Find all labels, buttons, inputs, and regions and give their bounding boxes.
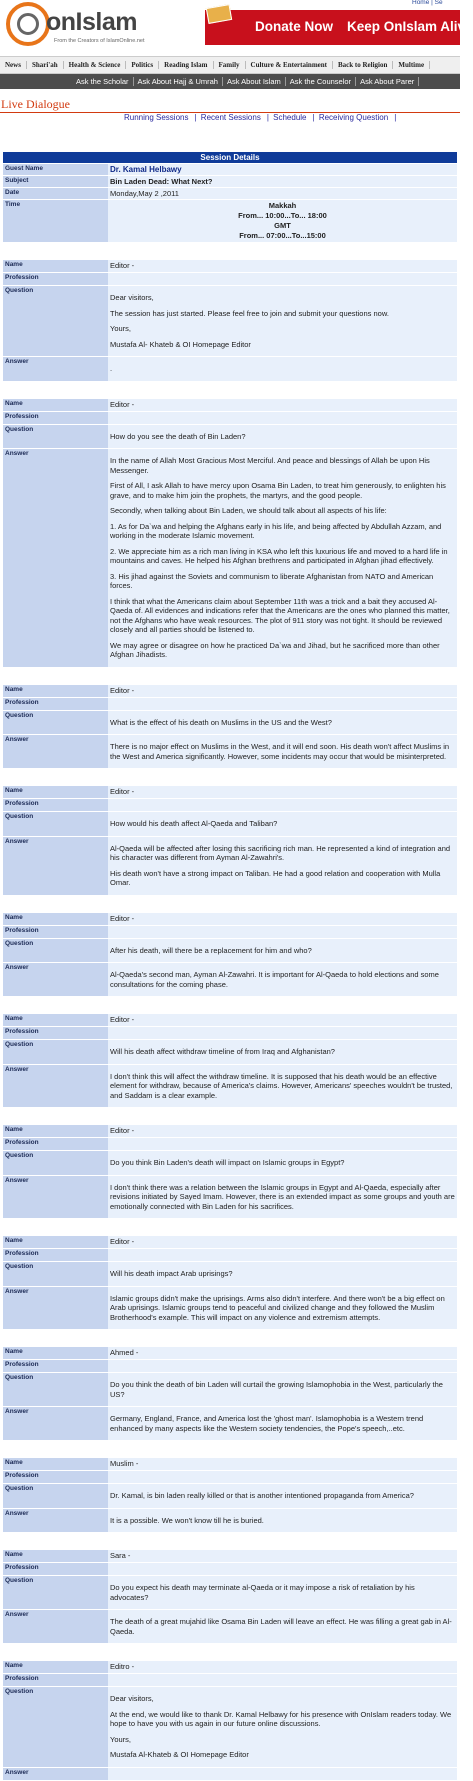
qa-row-profession: [3, 1027, 457, 1039]
qa-question-label: Question: [3, 425, 108, 449]
onislam-logo[interactable]: [6, 2, 176, 48]
qa-entry: [3, 1235, 457, 1330]
qa-profession-value: [108, 273, 457, 285]
qa-name-label: Name: [3, 399, 108, 411]
qa-row-question: [3, 1151, 457, 1175]
sub-nav: [0, 74, 460, 89]
qa-profession-value: [108, 1249, 457, 1261]
qa-profession-label: Profession: [3, 799, 108, 811]
time-range-makkah: From... 10:00...To... 18:00: [238, 211, 327, 220]
qa-row-profession: [3, 273, 457, 285]
qa-row-profession: [3, 1471, 457, 1483]
qa-name-value: Editor -: [108, 685, 457, 697]
tab-schedule[interactable]: Schedule: [273, 113, 307, 122]
qa-answer-label: Answer: [3, 1407, 108, 1440]
qa-row-question: [3, 1576, 457, 1609]
qa-row-question: [3, 1373, 457, 1406]
sub-nav-item[interactable]: Ask the Counselor: [286, 77, 356, 86]
qa-profession-value: [108, 698, 457, 710]
answer-paragraph: Secondly, when talking about Bin Laden, we should talk about all aspects of his life:: [110, 506, 387, 515]
question-paragraph: Will his death affect withdraw timeline of from Iraq and Afghanistan?: [110, 1047, 335, 1056]
qa-question-label: Question: [3, 1576, 108, 1609]
qa-question-text: [108, 425, 457, 449]
answer-paragraph: Islamic groups didn't make the uprisings. Arms also didn't interfere. And there won't be a big effect on Arab uprisings. Islamic groups tend to peaceful and civilized change and they followed the Muslim Brotherhood's example. This will impact on any violence and extremism attempts.: [110, 1293, 445, 1322]
question-paragraph: How do you see the death of Bin Laden?: [110, 431, 246, 441]
tab-separator: |: [394, 113, 397, 122]
qa-profession-label: Profession: [3, 412, 108, 424]
qa-question-text: [108, 812, 457, 836]
answer-paragraph: Al-Qaeda will be affected after losing this sacrificing rich man. He represented a kind of integration and his character was different from Ayman Al-Zawahri's.: [110, 843, 451, 862]
tab-separator: |: [266, 113, 269, 122]
tab-separator: |: [312, 113, 315, 122]
qa-profession-label: Profession: [3, 1027, 108, 1039]
qa-name-label: Name: [3, 260, 108, 272]
qa-profession-label: Profession: [3, 1563, 108, 1575]
time-zone-gmt: GMT: [274, 221, 291, 230]
qa-profession-label: Profession: [3, 1674, 108, 1686]
session-details-heading: Session Details: [3, 152, 457, 163]
qa-row-profession: [3, 1360, 457, 1372]
answer-paragraph: I don't think there was a relation between the Islamic groups in Egypt and Al-Qaeda, especially after revisions initiated by Sayed Imam. However, there is an extended impact as some groups and youth are emotionally connected with Bin Laden for his sacrifices.: [110, 1182, 455, 1211]
qa-question-text: [108, 1687, 457, 1767]
top-links[interactable]: Home | Se: [412, 0, 443, 6]
date-label: Date: [3, 188, 108, 199]
question-paragraph: How would his death affect Al-Qaeda and Taliban?: [110, 819, 278, 828]
question-paragraph: Yours,: [110, 324, 131, 333]
qa-question-text: [108, 711, 457, 735]
answer-paragraph: The death of a great mujahid like Osama Bin Laden will leave an effect. He was filling a great gab in Al-Qaeda.: [110, 1617, 452, 1636]
qa-row-name: [3, 1661, 457, 1673]
question-paragraph: What is the effect of his death on Muslims in the US and the West?: [110, 717, 332, 727]
qa-name-label: Name: [3, 1014, 108, 1026]
sub-nav-item[interactable]: Ask About Islam: [223, 77, 286, 86]
qa-list: [3, 259, 457, 1781]
qa-entry: [3, 1457, 457, 1533]
question-paragraph: Do you think the death of bin Laden will curtail the growing Islamophobia in the West, particularly the US?: [110, 1380, 443, 1399]
qa-profession-value: [108, 1138, 457, 1150]
answer-paragraph: His death won't have a strong impact on Taliban. He had a good relation and cooperation with Mulla Omar.: [110, 868, 441, 887]
qa-row-question: [3, 711, 457, 735]
main-nav-item[interactable]: Multime: [393, 61, 430, 69]
qa-row-answer: [3, 1176, 457, 1219]
qa-entry: [3, 1549, 457, 1644]
sub-nav-item[interactable]: Ask About Parer: [356, 77, 419, 86]
qa-row-question: [3, 939, 457, 963]
qa-row-name: [3, 1236, 457, 1248]
tab-recent-sessions[interactable]: Recent Sessions: [200, 113, 261, 122]
answer-paragraph: 3. His jihad against the Soviets and communism to liberate Afghanistan from NATO and American forces.: [110, 571, 434, 590]
answer-paragraph: .: [110, 364, 113, 373]
answer-paragraph: We may agree or disagree on how he practiced Da`wa and Jihad, but he sacrificed more than other Afghan Jihadists.: [110, 640, 440, 659]
question-paragraph: Do you expect his death may terminate al-Qaeda or it may impose a risk of retaliation by his advocates?: [110, 1583, 415, 1602]
qa-profession-value: [108, 412, 457, 424]
qa-row-profession: [3, 1249, 457, 1261]
qa-row-name: [3, 1550, 457, 1562]
qa-name-value: Editor -: [108, 399, 457, 411]
qa-name-value: Editor -: [108, 786, 457, 798]
question-paragraph: After his death, will there be a replacement for him and who?: [110, 945, 312, 955]
qa-row-question: [3, 1040, 457, 1064]
qa-row-name: [3, 913, 457, 925]
main-nav-item[interactable]: Culture & Entertainment: [246, 61, 333, 69]
sub-nav-item[interactable]: Ask About Hajj & Umrah: [134, 77, 223, 86]
qa-name-value: Editor -: [108, 1014, 457, 1026]
qa-row-name: [3, 260, 457, 272]
qa-answer-text: [108, 1610, 457, 1643]
logo-text: onIslam: [46, 8, 137, 36]
question-paragraph: Mustafa Al-Khateb & OI Homepage Editor: [110, 1750, 249, 1759]
qa-name-value: Editor -: [108, 1236, 457, 1248]
qa-answer-label: Answer: [3, 1509, 108, 1533]
qa-question-label: Question: [3, 1262, 108, 1286]
qa-name-value: Editor -: [108, 260, 457, 272]
qa-name-label: Name: [3, 1661, 108, 1673]
qa-question-text: [108, 1151, 457, 1175]
qa-name-label: Name: [3, 1550, 108, 1562]
guest-name: Dr. Kamal Helbawy: [108, 164, 457, 175]
date-value: Monday,May 2 ,2011: [108, 188, 457, 199]
sub-nav-item[interactable]: Ask the Scholar: [0, 77, 134, 86]
qa-entry: [3, 1124, 457, 1219]
qa-row-name: [3, 1125, 457, 1137]
qa-answer-label: Answer: [3, 1768, 108, 1780]
page-title: Live Dialogue: [1, 97, 70, 111]
qa-row-name: [3, 399, 457, 411]
qa-question-text: [108, 939, 457, 963]
main-nav-item[interactable]: News: [0, 61, 27, 69]
qa-profession-value: [108, 799, 457, 811]
qa-profession-label: Profession: [3, 926, 108, 938]
session-tabs: [124, 113, 398, 122]
qa-answer-text: [108, 449, 457, 667]
qa-profession-label: Profession: [3, 698, 108, 710]
question-paragraph: Mustafa Al- Khateb & OI Homepage Editor: [110, 339, 251, 349]
qa-answer-label: Answer: [3, 1176, 108, 1219]
donate-tagline: Keep OnIslam Alive: [347, 19, 473, 34]
qa-row-answer: [3, 1287, 457, 1330]
question-paragraph: Dr. Kamal, is bin laden really killed or that is another intentioned propaganda from America?: [110, 1491, 414, 1500]
qa-name-value: Editor -: [108, 913, 457, 925]
qa-answer-text: [108, 963, 457, 996]
qa-row-profession: [3, 1674, 457, 1686]
qa-question-label: Question: [3, 286, 108, 356]
qa-answer-text: [108, 357, 457, 381]
qa-question-text: [108, 1040, 457, 1064]
qa-name-value: Muslim -: [108, 1458, 457, 1470]
main-nav: [0, 56, 460, 74]
qa-name-label: Name: [3, 1125, 108, 1137]
qa-row-name: [3, 1014, 457, 1026]
qa-answer-label: Answer: [3, 1065, 108, 1108]
qa-row-profession: [3, 926, 457, 938]
qa-answer-label: Answer: [3, 357, 108, 381]
answer-paragraph: In the name of Allah Most Gracious Most Merciful. And peace and blessings of Allah be upon His Messenger.: [110, 456, 430, 475]
qa-row-profession: [3, 698, 457, 710]
qa-answer-text: [108, 735, 457, 768]
qa-row-question: [3, 812, 457, 836]
qa-answer-text: [108, 1287, 457, 1330]
qa-answer-label: Answer: [3, 449, 108, 667]
answer-paragraph: It is a possible. We won't know till he is buried.: [110, 1515, 264, 1525]
answer-paragraph: Germany, England, France, and America lost the 'ghost man'. Islamophobia is a Western trend enhanced by many aspects like the Western society tendencies, the Pope's speech,..etc.: [110, 1414, 424, 1433]
qa-question-text: [108, 1484, 457, 1508]
main-nav-item[interactable]: Health & Science: [64, 61, 127, 69]
qa-answer-label: Answer: [3, 1287, 108, 1330]
qa-name-value: Editro -: [108, 1661, 457, 1673]
qa-name-label: Name: [3, 1458, 108, 1470]
qa-row-answer: [3, 963, 457, 996]
qa-question-label: Question: [3, 1484, 108, 1508]
main-nav-item[interactable]: Family: [214, 61, 246, 69]
qa-profession-label: Profession: [3, 1360, 108, 1372]
qa-profession-label: Profession: [3, 1471, 108, 1483]
qa-answer-text: [108, 1768, 457, 1780]
qa-row-answer: [3, 1768, 457, 1780]
question-paragraph: Dear visitors,: [110, 1694, 154, 1703]
qa-profession-value: [108, 1674, 457, 1686]
tab-separator: |: [194, 113, 197, 122]
qa-row-profession: [3, 1563, 457, 1575]
question-paragraph: At the end, we would like to thank Dr. Kamal Helbawy for his presence with OnIslam readers today. We hope to have you with us again in our future online discussions.: [110, 1709, 452, 1728]
question-paragraph: Yours,: [110, 1734, 131, 1744]
qa-row-name: [3, 685, 457, 697]
qa-name-label: Name: [3, 1236, 108, 1248]
time-value: [108, 200, 457, 242]
qa-row-name: [3, 786, 457, 798]
qa-row-profession: [3, 412, 457, 424]
qa-answer-text: [108, 837, 457, 895]
qa-row-name: [3, 1458, 457, 1470]
main-nav-item[interactable]: Reading Islam: [159, 61, 213, 69]
time-range-gmt: From... 07:00...To...15:00: [239, 231, 326, 240]
qa-entry: [3, 1013, 457, 1108]
qa-row-answer: [3, 1407, 457, 1440]
qa-row-answer: [3, 1065, 457, 1108]
qa-name-label: Name: [3, 1347, 108, 1359]
question-paragraph: Will his death impact Arab uprisings?: [110, 1269, 233, 1278]
guest-name-label: Guest Name: [3, 164, 108, 175]
qa-row-answer: [3, 357, 457, 381]
tab-receiving-question[interactable]: Receiving Question: [318, 113, 389, 122]
qa-question-label: Question: [3, 1373, 108, 1406]
qa-entry: [3, 912, 457, 998]
subject-value: Bin Laden Dead: What Next?: [108, 176, 457, 187]
qa-row-answer: [3, 1509, 457, 1533]
qa-question-label: Question: [3, 1687, 108, 1767]
qa-entry: [3, 259, 457, 382]
qa-question-text: [108, 1373, 457, 1406]
qa-answer-label: Answer: [3, 735, 108, 768]
qa-question-label: Question: [3, 939, 108, 963]
main-nav-item[interactable]: Politics: [126, 61, 159, 69]
qa-question-text: [108, 1576, 457, 1609]
qa-profession-label: Profession: [3, 1138, 108, 1150]
qa-row-answer: [3, 1610, 457, 1643]
qa-answer-text: [108, 1509, 457, 1533]
question-paragraph: Dear visitors,: [110, 293, 154, 302]
qa-profession-value: [108, 1027, 457, 1039]
qa-entry: [3, 785, 457, 896]
answer-paragraph: 2. We appreciate him as a rich man living in KSA who left this luxurious life and moved to a hard life in mountains and caves. He helped his Afghan brethrens and participated in Afghan jihad effectively.: [110, 546, 448, 565]
site-header: [0, 0, 473, 52]
answer-paragraph: I think that what the Americans claim about September 11th was a trick and a bait they accused Al-Qaeda of. All evidences and indications refer that the Americans are the ones who planned this matter, not the Afghans who have weak resources. The plot of 911 story was not tight. It should be reviewed closely and all parties should be listened to.: [110, 596, 450, 634]
question-paragraph: Do you think Bin Laden's death will impact on Islamic groups in Egypt?: [110, 1158, 345, 1167]
qa-profession-label: Profession: [3, 1249, 108, 1261]
qa-question-label: Question: [3, 812, 108, 836]
qa-profession-value: [108, 1471, 457, 1483]
qa-answer-label: Answer: [3, 837, 108, 895]
qa-entry: [3, 398, 457, 668]
qa-answer-label: Answer: [3, 963, 108, 996]
qa-answer-label: Answer: [3, 1610, 108, 1643]
qa-question-label: Question: [3, 1040, 108, 1064]
qa-row-answer: [3, 449, 457, 667]
qa-row-question: [3, 1262, 457, 1286]
donate-now-label: Donate Now: [255, 19, 334, 34]
credit-card-icon: [206, 4, 232, 24]
qa-row-name: [3, 1347, 457, 1359]
qa-name-value: Ahmed -: [108, 1347, 457, 1359]
qa-name-value: Editor -: [108, 1125, 457, 1137]
qa-row-question: [3, 286, 457, 356]
answer-paragraph: Al-Qaeda's second man, Ayman Al-Zawahri. It is important for Al-Qaeda to hold elections and some consultations for the coming phase.: [110, 970, 439, 989]
qa-name-label: Name: [3, 786, 108, 798]
qa-profession-value: [108, 926, 457, 938]
qa-name-label: Name: [3, 913, 108, 925]
qa-row-answer: [3, 735, 457, 768]
qa-row-question: [3, 1484, 457, 1508]
qa-entry: [3, 684, 457, 770]
answer-paragraph: 1. As for Da`wa and helping the Afghans early in his life, and being affected by Abdullah Azzam, and working in the moderate Islamic movement.: [110, 521, 442, 540]
qa-row-profession: [3, 1138, 457, 1150]
subject-label: Subject: [3, 176, 108, 187]
qa-entry: [3, 1660, 457, 1781]
qa-answer-text: [108, 1176, 457, 1219]
qa-row-question: [3, 1687, 457, 1767]
qa-profession-label: Profession: [3, 273, 108, 285]
time-zone-makkah: Makkah: [268, 201, 297, 210]
qa-question-label: Question: [3, 1151, 108, 1175]
main-nav-item[interactable]: Back to Religion: [333, 61, 393, 69]
logo-ring-icon: [6, 2, 50, 46]
qa-row-profession: [3, 799, 457, 811]
donate-banner[interactable]: [205, 10, 473, 45]
main-content: [3, 151, 457, 1781]
time-label: Time: [3, 200, 108, 242]
tab-running-sessions[interactable]: Running Sessions: [124, 113, 189, 122]
main-nav-item[interactable]: Shari'ah: [27, 61, 64, 69]
session-details-table: [3, 151, 457, 243]
answer-paragraph: I don't think this will affect the withdraw timeline. It is supposed that his death would be an effective element for withdraw, because of America's claims. However, Americans' speeches wouldn't be trusted, and Saddam is a clear example.: [110, 1071, 453, 1100]
qa-profession-value: [108, 1360, 457, 1372]
qa-row-answer: [3, 837, 457, 895]
qa-profession-value: [108, 1563, 457, 1575]
qa-row-question: [3, 425, 457, 449]
qa-question-text: [108, 1262, 457, 1286]
question-paragraph: The session has just started. Please feel free to join and submit your questions now.: [110, 308, 389, 318]
qa-question-text: [108, 286, 457, 356]
qa-answer-text: [108, 1407, 457, 1440]
answer-paragraph: There is no major effect on Muslims in the West, and it will end soon. His death won't affect Muslims in the West and America significantly. However, some incidents may occur that would be misinterpreted.: [110, 742, 450, 761]
qa-question-label: Question: [3, 711, 108, 735]
logo-tagline: From the Creators of IslamOnline.net: [54, 38, 145, 44]
qa-entry: [3, 1346, 457, 1441]
answer-paragraph: First of All, I ask Allah to have mercy upon Osama Bin Laden, to treat him generously, to enlighten his grave, and to make him join the prophets, the martyrs, and the good people.: [110, 481, 446, 500]
qa-name-label: Name: [3, 685, 108, 697]
qa-answer-text: [108, 1065, 457, 1108]
qa-name-value: Sara -: [108, 1550, 457, 1562]
